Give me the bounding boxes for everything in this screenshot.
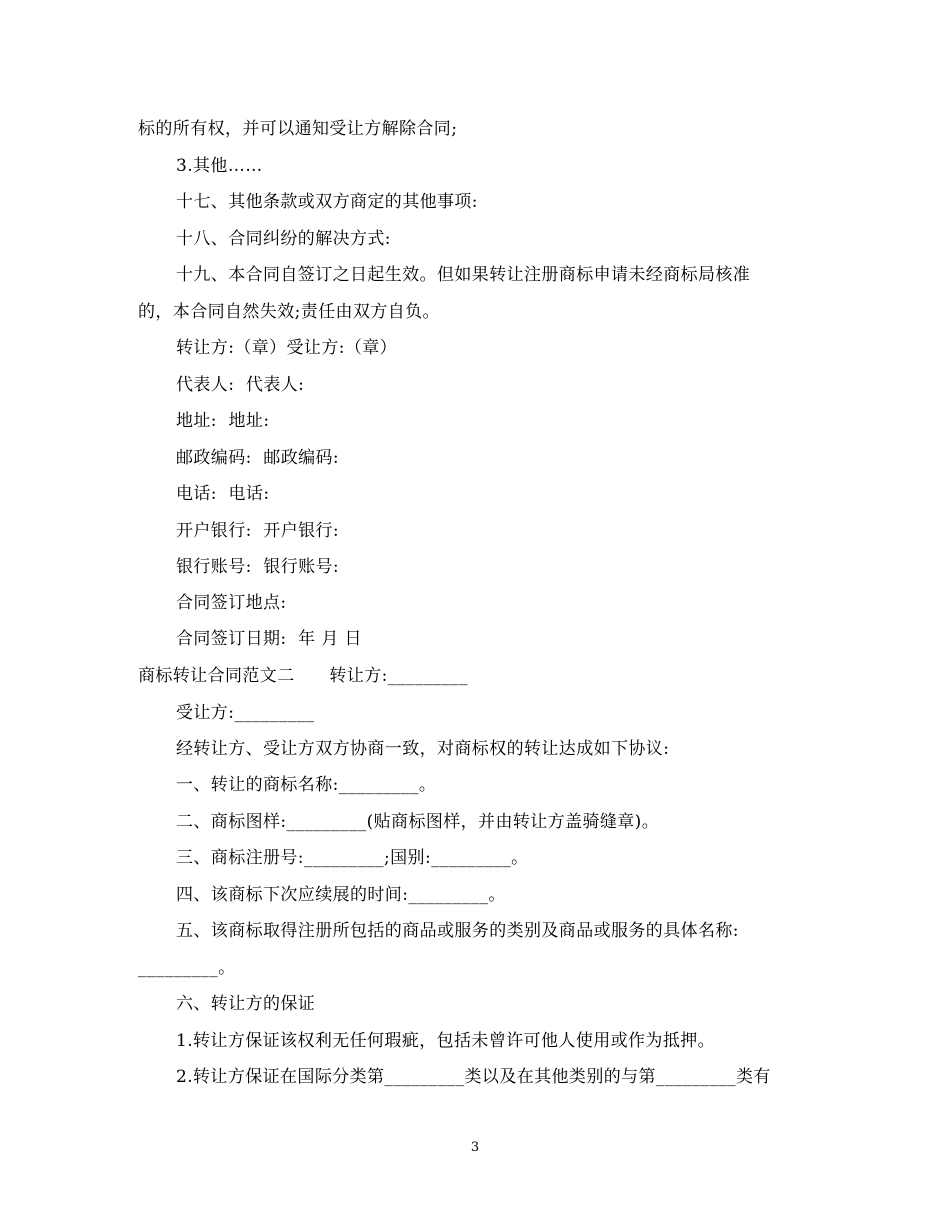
text-line: 电话: 电话: <box>176 484 270 504</box>
text-line: 六、转让方的保证 <box>176 994 316 1014</box>
text-line: 标的所有权，并可以通知受让方解除合同; <box>138 119 458 139</box>
text-line: 十七、其他条款或双方商定的其他事项: <box>176 192 478 212</box>
text-line: 一、转让的商标名称:_________。 <box>176 775 437 795</box>
text-line: 银行账号: 银行账号: <box>176 557 340 577</box>
text-line: 开户银行: 开户银行: <box>176 521 340 541</box>
text-line: 地址: 地址: <box>176 411 270 431</box>
text-line: 1.转让方保证该权利无任何瑕疵，包括未曾许可他人使用或作为抵押。 <box>176 1031 716 1051</box>
text-line: 三、商标注册号:_________;国别:_________。 <box>176 848 529 868</box>
text-line: 转让方:（章）受让方:（章） <box>176 338 398 358</box>
text-line: 2.转让方保证在国际分类第_________类以及在其他类别的与第_________类有 <box>176 1067 771 1087</box>
text-line: 十八、合同纠纷的解决方式: <box>176 229 391 249</box>
text-line: 合同签订日期: 年 月 日 <box>176 629 362 649</box>
text-line: 五、该商标取得注册所包括的商品或服务的类别及商品或服务的具体名称: <box>176 921 739 941</box>
text-line: 二、商标图样:_________(贴商标图样，并由转让方盖骑缝章)。 <box>176 812 660 832</box>
text-line: 四、该商标下次应续展的时间:_________。 <box>176 885 506 905</box>
text-line: 受让方:_________ <box>176 703 315 723</box>
text-line: 十九、本合同自签订之日起生效。但如果转让注册商标申请未经商标局核准 <box>176 265 751 285</box>
page-number: 3 <box>470 1140 480 1155</box>
text-line: _________。 <box>138 958 236 978</box>
text-line: 邮政编码: 邮政编码: <box>176 448 340 468</box>
text-line: 3.其他…… <box>176 156 263 176</box>
text-line: 合同签订地点: <box>176 593 287 613</box>
text-line: 代表人: 代表人: <box>176 375 305 395</box>
text-line: 的，本合同自然失效;责任由双方自负。 <box>138 302 440 322</box>
text-line: 经转让方、受让方双方协商一致，对商标权的转让达成如下协议: <box>176 739 670 759</box>
section-heading: 商标转让合同范文二 转让方:_________ <box>138 666 468 686</box>
